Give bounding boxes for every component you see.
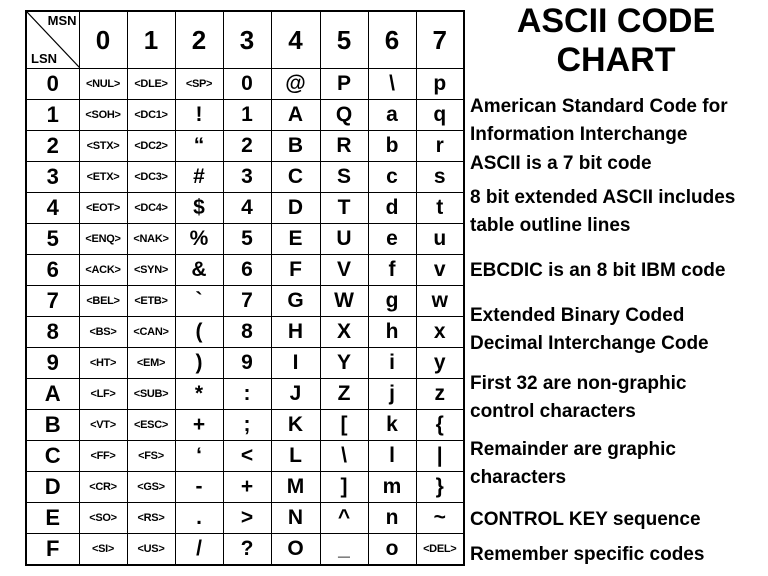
col-header-1: 1 [127,11,175,69]
character-cell: z [416,379,464,410]
character-cell: m [368,472,416,503]
character-cell: | [416,441,464,472]
note-ascii-name-2: Information Interchange [470,124,688,145]
table-row [26,162,464,193]
character-cell: . [175,503,223,534]
row-header: 3 [26,162,79,193]
character-cell: D [271,193,320,224]
character-cell: x [416,317,464,348]
table-row [26,69,464,100]
note-graphic-2: characters [470,467,567,488]
character-cell: i [368,348,416,379]
control-code-cell: <EM> [127,348,175,379]
control-code-cell: <ETB> [127,286,175,317]
character-cell: T [320,193,368,224]
character-cell: 7 [223,286,271,317]
table-row [26,131,464,162]
row-header: 6 [26,255,79,286]
character-cell: X [320,317,368,348]
control-code-cell: <LF> [79,379,127,410]
note-extended-2: table outline lines [470,215,631,236]
table-row [26,441,464,472]
ascii-code-table [25,10,465,566]
character-cell: o [368,534,416,566]
character-cell: 2 [223,131,271,162]
control-code-cell: <CAN> [127,317,175,348]
character-cell: ; [223,410,271,441]
character-cell: p [416,69,464,100]
control-code-cell: <DC4> [127,193,175,224]
note-nongraphic-2: control characters [470,401,636,422]
table-row [26,317,464,348]
character-cell: K [271,410,320,441]
note-7bit: ASCII is a 7 bit code [470,153,652,174]
character-cell: < [223,441,271,472]
character-cell: ~ [416,503,464,534]
character-cell: g [368,286,416,317]
character-cell: R [320,131,368,162]
character-cell: + [175,410,223,441]
character-cell: \ [320,441,368,472]
character-cell: ( [175,317,223,348]
col-header-0: 0 [79,11,127,69]
character-cell: P [320,69,368,100]
character-cell: c [368,162,416,193]
character-cell: W [320,286,368,317]
col-header-5: 5 [320,11,368,69]
character-cell: O [271,534,320,566]
character-cell: } [416,472,464,503]
note-control-key: CONTROL KEY sequence [470,509,701,530]
character-cell: ` [175,286,223,317]
character-cell: r [416,131,464,162]
character-cell: / [175,534,223,566]
col-header-7: 7 [416,11,464,69]
table-row [26,286,464,317]
character-cell: : [223,379,271,410]
control-code-cell: <NAK> [127,224,175,255]
control-code-cell: <GS> [127,472,175,503]
row-header: E [26,503,79,534]
character-cell: U [320,224,368,255]
control-code-cell: <ACK> [79,255,127,286]
character-cell: > [223,503,271,534]
table-row [26,379,464,410]
control-code-cell: <ESC> [127,410,175,441]
control-code-cell: <SI> [79,534,127,566]
row-header: 4 [26,193,79,224]
character-cell: a [368,100,416,131]
table-row [26,348,464,379]
character-cell: l [368,441,416,472]
character-cell: ‘ [175,441,223,472]
control-code-cell: <HT> [79,348,127,379]
note-ebcdic: EBCDIC is an 8 bit IBM code [470,260,726,281]
table-row [26,410,464,441]
col-header-3: 3 [223,11,271,69]
character-cell: N [271,503,320,534]
character-cell: d [368,193,416,224]
msn-label: MSN [47,13,77,28]
chart-title [466,2,766,80]
character-cell: 9 [223,348,271,379]
control-code-cell: <ENQ> [79,224,127,255]
character-cell: Y [320,348,368,379]
table-row [26,224,464,255]
control-code-cell: <BEL> [79,286,127,317]
character-cell: e [368,224,416,255]
character-cell: V [320,255,368,286]
character-cell: $ [175,193,223,224]
table-row [26,255,464,286]
character-cell: k [368,410,416,441]
character-cell: 5 [223,224,271,255]
character-cell: s [416,162,464,193]
character-cell: h [368,317,416,348]
row-header: 7 [26,286,79,317]
row-header: 5 [26,224,79,255]
character-cell: ) [175,348,223,379]
character-cell: _ [320,534,368,566]
control-code-cell: <SP> [175,69,223,100]
row-header: 8 [26,317,79,348]
note-ebcdic-name-2: Decimal Interchange Code [470,333,709,354]
character-cell: q [416,100,464,131]
character-cell: # [175,162,223,193]
character-cell: & [175,255,223,286]
character-cell: j [368,379,416,410]
character-cell: - [175,472,223,503]
control-code-cell: <ETX> [79,162,127,193]
control-code-cell: <DC3> [127,162,175,193]
character-cell: % [175,224,223,255]
row-header: 2 [26,131,79,162]
control-code-cell: <FF> [79,441,127,472]
character-cell: n [368,503,416,534]
row-header: B [26,410,79,441]
character-cell: { [416,410,464,441]
table-row [26,100,464,131]
note-remember: Remember specific codes [470,544,705,565]
character-cell: ] [320,472,368,503]
character-cell: E [271,224,320,255]
character-cell: u [416,224,464,255]
control-code-cell: <SO> [79,503,127,534]
character-cell: 6 [223,255,271,286]
control-code-cell: <NUL> [79,69,127,100]
control-code-cell: <FS> [127,441,175,472]
character-cell: Q [320,100,368,131]
character-cell: @ [271,69,320,100]
character-cell: J [271,379,320,410]
control-code-cell: <SUB> [127,379,175,410]
character-cell: L [271,441,320,472]
character-cell: + [223,472,271,503]
character-cell: \ [368,69,416,100]
note-ebcdic-name-1: Extended Binary Coded [470,305,685,326]
character-cell: 0 [223,69,271,100]
table-row [26,193,464,224]
row-header: 1 [26,100,79,131]
control-code-cell: <DC2> [127,131,175,162]
title-line-2: CHART [556,41,676,79]
row-header: 9 [26,348,79,379]
control-code-cell: <STX> [79,131,127,162]
table-row [26,472,464,503]
col-header-6: 6 [368,11,416,69]
row-header: D [26,472,79,503]
corner-cell [26,11,79,69]
character-cell: M [271,472,320,503]
character-cell: S [320,162,368,193]
control-code-cell: <DC1> [127,100,175,131]
character-cell: ^ [320,503,368,534]
character-cell: 1 [223,100,271,131]
character-cell: 4 [223,193,271,224]
control-code-cell: <SOH> [79,100,127,131]
control-code-cell: <EOT> [79,193,127,224]
control-code-cell: <CR> [79,472,127,503]
character-cell: A [271,100,320,131]
row-header: F [26,534,79,566]
note-nongraphic-1: First 32 are non-graphic [470,373,687,394]
note-graphic-1: Remainder are graphic [470,439,676,460]
character-cell: 8 [223,317,271,348]
character-cell: H [271,317,320,348]
header-row [26,11,464,69]
character-cell: “ [175,131,223,162]
control-code-cell: <RS> [127,503,175,534]
character-cell: ! [175,100,223,131]
note-extended-1: 8 bit extended ASCII includes [470,187,736,208]
row-header: C [26,441,79,472]
control-code-cell: <DLE> [127,69,175,100]
control-code-cell: <US> [127,534,175,566]
character-cell: ? [223,534,271,566]
lsn-label: LSN [31,51,57,66]
character-cell: t [416,193,464,224]
control-code-cell: <SYN> [127,255,175,286]
character-cell: v [416,255,464,286]
col-header-4: 4 [271,11,320,69]
col-header-2: 2 [175,11,223,69]
table-row [26,503,464,534]
character-cell: F [271,255,320,286]
control-code-cell: <VT> [79,410,127,441]
character-cell: w [416,286,464,317]
control-code-cell: <DEL> [416,534,464,566]
character-cell: I [271,348,320,379]
character-cell: f [368,255,416,286]
character-cell: Z [320,379,368,410]
character-cell: y [416,348,464,379]
character-cell: 3 [223,162,271,193]
row-header: 0 [26,69,79,100]
character-cell: b [368,131,416,162]
row-header: A [26,379,79,410]
character-cell: C [271,162,320,193]
title-line-1: ASCII CODE [516,2,716,40]
note-ascii-name-1: American Standard Code for [470,96,728,117]
control-code-cell: <BS> [79,317,127,348]
character-cell: G [271,286,320,317]
character-cell: * [175,379,223,410]
character-cell: B [271,131,320,162]
character-cell: [ [320,410,368,441]
table-row [26,534,464,566]
